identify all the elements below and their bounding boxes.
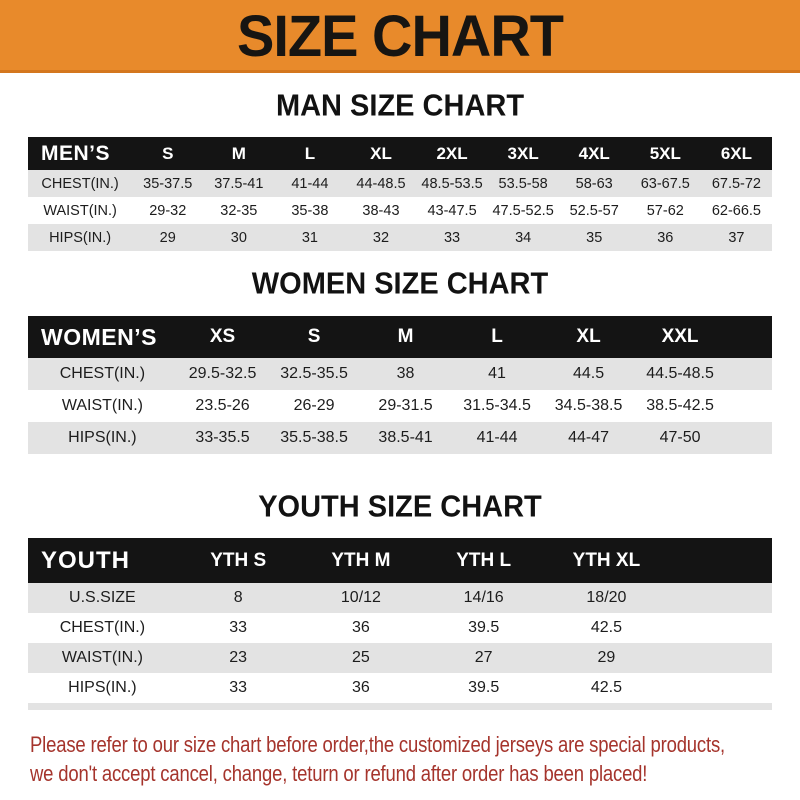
size-value-cell: 36	[657, 229, 674, 246]
size-value-cell: 39.5	[468, 679, 500, 696]
row-label: CHEST(IN.)	[59, 365, 146, 382]
table-header-row	[28, 137, 772, 170]
women-size-section	[0, 268, 800, 454]
size-value-cell: 62-66.5	[711, 202, 761, 219]
size-value-cell: 47.5-52.5	[492, 202, 554, 219]
size-value-cell: 35-37.5	[143, 175, 193, 192]
spacer-cell	[668, 583, 772, 613]
size-value-cell: 44-47	[568, 429, 610, 446]
size-value-cell: 25	[352, 649, 370, 666]
size-value-cell: 39.5	[468, 619, 500, 636]
row-label: HIPS(IN.)	[68, 679, 137, 696]
size-value-cell: 44-48.5	[356, 175, 406, 192]
measurement-row	[28, 390, 772, 422]
size-column-header: S	[132, 137, 203, 170]
size-value-cell: 23	[229, 649, 248, 666]
spacer-cell	[726, 390, 772, 422]
size-value-cell: 18/20	[586, 589, 627, 606]
size-value-cell: 41	[488, 365, 506, 382]
size-value-cell: 32	[372, 229, 390, 246]
size-value-cell: 36	[352, 679, 370, 696]
spacer-cell	[668, 538, 772, 583]
measurement-row	[28, 583, 772, 613]
row-label: HIPS(IN.)	[49, 229, 112, 246]
youth-size-section	[0, 491, 800, 710]
size-column-header: M	[203, 137, 274, 170]
spacer-cell	[668, 643, 772, 673]
size-value-cell: 29	[597, 649, 616, 666]
size-value-cell: 31	[301, 229, 318, 246]
measurement-row	[28, 224, 772, 251]
measurement-row	[28, 422, 772, 454]
table-header-row	[28, 316, 772, 358]
table-header-row	[28, 538, 772, 583]
spacer-cell	[726, 422, 772, 454]
size-value-cell: 44.5	[572, 365, 605, 382]
measurement-row	[28, 673, 772, 707]
row-label: U.S.SIZE	[69, 589, 136, 606]
size-value-cell: 32.5-35.5	[280, 365, 348, 382]
size-column-header: L	[274, 137, 345, 170]
size-column-header: XL	[345, 137, 416, 170]
size-value-cell: 27	[474, 649, 493, 666]
size-value-cell: 44.5-48.5	[646, 365, 714, 382]
measurement-row	[28, 643, 772, 673]
size-value-cell: 35.5-38.5	[280, 429, 348, 446]
men-size-table	[28, 137, 772, 251]
size-column-header: 5XL	[630, 137, 701, 170]
size-value-cell: 34.5-38.5	[554, 397, 623, 414]
spacer-cell	[668, 613, 772, 643]
size-value-cell: 33	[229, 619, 248, 636]
size-value-cell: 42.5	[590, 619, 622, 636]
women-section-title: WOMEN SIZE CHART	[251, 267, 549, 301]
size-value-cell: 29-31.5	[378, 397, 433, 414]
row-label: WAIST(IN.)	[61, 397, 143, 414]
measurement-row	[28, 358, 772, 390]
row-label: WAIST(IN.)	[61, 649, 143, 666]
size-column-header: XS	[177, 316, 269, 358]
order-notice-line2: we don't accept cancel, change, teturn or refund after order has been placed!	[30, 761, 648, 787]
size-value-cell: 52.5-57	[569, 202, 619, 219]
size-value-cell: 41-44	[476, 429, 518, 446]
men-section-title: MAN SIZE CHART	[275, 89, 525, 123]
size-column-header: YTH L	[422, 538, 545, 583]
size-value-cell: 32-35	[220, 202, 258, 219]
size-column-header: XXL	[634, 316, 726, 358]
women-size-table	[28, 316, 772, 454]
size-column-header: 4XL	[559, 137, 630, 170]
row-label: CHEST(IN.)	[41, 175, 119, 192]
measurement-row	[28, 197, 772, 224]
table-category-label: WOMEN’S	[28, 316, 177, 358]
youth-size-table	[28, 538, 772, 710]
size-value-cell: 37	[728, 229, 745, 246]
size-column-header: YTH XL	[545, 538, 668, 583]
size-value-cell: 48.5-53.5	[421, 175, 483, 192]
spacer-cell	[668, 673, 772, 707]
size-value-cell: 33	[229, 679, 248, 696]
size-value-cell: 38-43	[362, 202, 400, 219]
size-chart-banner	[0, 0, 800, 73]
spacer-cell	[726, 316, 772, 358]
size-column-header: S	[268, 316, 360, 358]
size-value-cell: 36	[352, 619, 370, 636]
size-column-header: M	[360, 316, 452, 358]
size-value-cell: 47-50	[659, 429, 701, 446]
size-column-header: 2XL	[417, 137, 488, 170]
table-category-label: YOUTH	[28, 538, 177, 583]
row-label: WAIST(IN.)	[43, 202, 117, 219]
order-notice-line1: Please refer to our size chart before order,the customized jerseys are special products,	[30, 732, 725, 757]
size-column-header: YTH M	[300, 538, 423, 583]
size-value-cell: 38.5-41	[378, 429, 433, 446]
row-label: HIPS(IN.)	[68, 429, 137, 446]
row-label: CHEST(IN.)	[59, 619, 146, 636]
size-value-cell: 31.5-34.5	[463, 397, 531, 414]
banner-title: SIZE CHART	[237, 2, 563, 68]
size-value-cell: 14/16	[463, 589, 504, 606]
size-column-header: L	[451, 316, 543, 358]
size-value-cell: 43-47.5	[427, 202, 477, 219]
size-value-cell: 35	[586, 229, 603, 246]
size-column-header: XL	[543, 316, 635, 358]
size-value-cell: 35-38	[291, 202, 329, 219]
size-value-cell: 41-44	[291, 175, 329, 192]
size-value-cell: 38	[396, 365, 415, 382]
size-column-header: YTH S	[177, 538, 300, 583]
measurement-row	[28, 613, 772, 643]
size-value-cell: 33	[443, 229, 461, 246]
size-value-cell: 29-32	[149, 202, 187, 219]
size-value-cell: 10/12	[340, 589, 381, 606]
size-value-cell: 38.5-42.5	[646, 397, 714, 414]
table-category-label: MEN’S	[28, 137, 132, 170]
size-value-cell: 34	[515, 229, 532, 246]
size-column-header: 3XL	[488, 137, 559, 170]
order-notice	[30, 730, 786, 788]
size-value-cell: 53.5-58	[498, 175, 548, 192]
size-value-cell: 57-62	[646, 202, 684, 219]
size-value-cell: 29	[159, 229, 176, 246]
youth-section-title: YOUTH SIZE CHART	[258, 490, 542, 524]
measurement-row	[28, 170, 772, 197]
men-size-section	[0, 90, 800, 251]
size-value-cell: 33-35.5	[195, 429, 250, 446]
spacer-cell	[726, 358, 772, 390]
size-value-cell: 37.5-41	[214, 175, 264, 192]
size-value-cell: 42.5	[590, 679, 622, 696]
size-value-cell: 26-29	[293, 397, 335, 414]
size-value-cell: 63-67.5	[640, 175, 690, 192]
size-value-cell: 58-63	[575, 175, 613, 192]
size-value-cell: 30	[230, 229, 247, 246]
size-column-header: 6XL	[701, 137, 772, 170]
size-value-cell: 29.5-32.5	[188, 365, 257, 382]
size-value-cell: 67.5-72	[711, 175, 761, 192]
size-value-cell: 23.5-26	[195, 397, 250, 414]
size-value-cell: 8	[233, 589, 243, 606]
